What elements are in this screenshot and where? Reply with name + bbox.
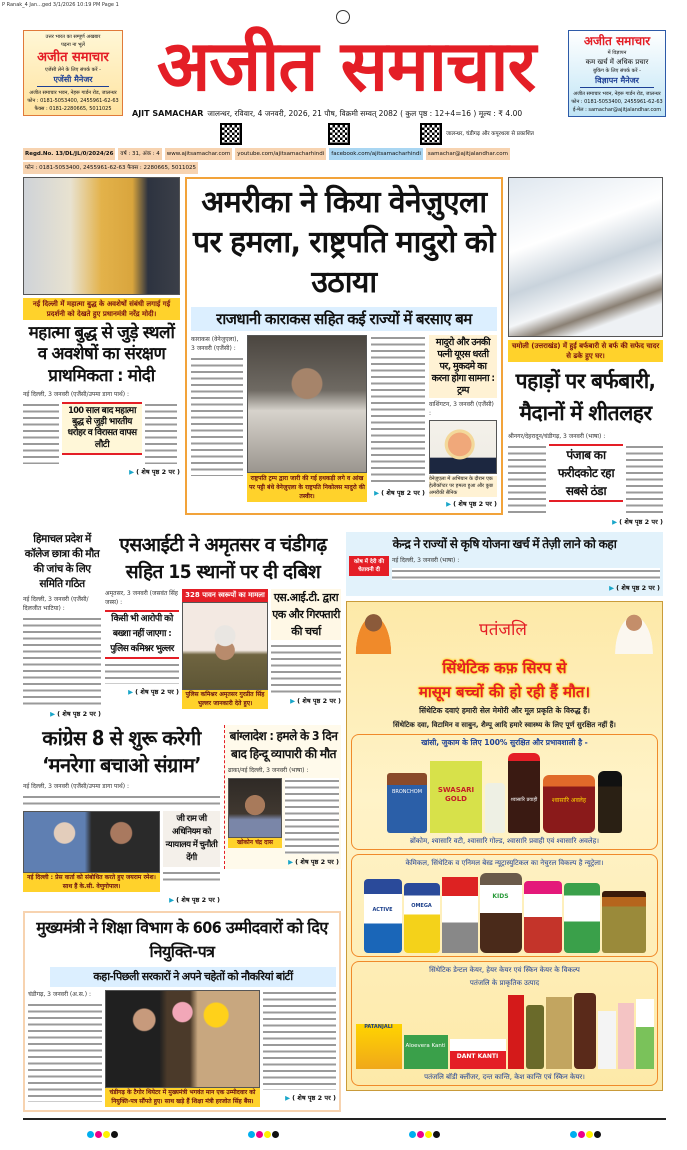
- side-caption: वेनेज़ुएला में अभियान के दौरान एक हेलीकॉप्टर पर हमला हुआ और कुछ अमरीकी सैनिक: [429, 476, 497, 497]
- story-body: [392, 556, 660, 580]
- story-dateline: अमृतसर, 3 जनवरी (जसवंत सिंह जस्स) :: [105, 590, 178, 606]
- ad-line: बुकिंग के लिए संपर्क करें -: [593, 68, 641, 74]
- inset-headline: किसी भी आरोपी को बख्शा नहीं जाएगा : पुलिस कमिश्नर भुल्लर: [105, 610, 179, 659]
- continued-link[interactable]: ▶ ( शेष पृष्ठ 2 पर ): [285, 1093, 336, 1103]
- ad-box-cough: [351, 734, 658, 850]
- appointment-letter-photo: [105, 990, 260, 1088]
- product-dropper: [598, 771, 622, 833]
- colour-swatch: [570, 1123, 602, 1142]
- headline-himachal: हिमाचल प्रदेश में कॉलेज छात्रा की मौत की जांच के लिए समिति गठित: [24, 533, 100, 590]
- lower-section: [23, 532, 666, 1112]
- product-box: [442, 877, 478, 953]
- ad-box-footer: ब्रोंकोम, श्वासारि वटी, श्वासारि गोल्ड, श्वासारि प्रवाही एवं श्वासारि अवलेह।: [409, 837, 600, 845]
- right-advertising-ad: [568, 30, 666, 117]
- agri-body: [349, 556, 660, 580]
- story-dateline: काराकस (वेनेजुएला), 3 जनवरी (एजैंसी) :: [191, 336, 239, 352]
- story-body: [371, 335, 425, 498]
- product-tube-red: [508, 995, 524, 1069]
- dateline: जालन्धर, रविवार, 4 जनवरी, 2026, 21 पौष, विक्रमी सम्वत् 2082 ( कुल पृष्ठ : 12+4=16 ) मूल्य : ₹ 4.00: [207, 109, 523, 118]
- inset-headline: पंजाब का फरीदकोट रहा सबसे ठंडा: [549, 444, 623, 502]
- photo-caption: राष्ट्रपति ट्रम्प द्वारा जारी की गई हथकड़ी लगे व आंख पर पट्टी बंधे वेनेज़ुएला के राष्ट्रपति निकोलस मादुरो की तस्वीर।: [247, 473, 367, 502]
- victim-photo: [228, 778, 282, 838]
- snowfall-photo: [508, 177, 663, 337]
- phone-fax: फोन : 0181-5053400, 2455961-62-63 फैक्स : 2280665, 5011025: [23, 162, 198, 174]
- trump-side-story: [429, 335, 497, 509]
- text-column: [105, 662, 179, 684]
- continued-link[interactable]: ▶ ( शेष पृष्ठ 2 पर ): [50, 709, 101, 719]
- product-row: [355, 871, 654, 953]
- photo-caption: नई दिल्ली : प्रेस वार्ता को संबोधित करते हुए जयराम रमेश। साथ हैं के.सी. वेणुगोपाल।: [23, 873, 160, 892]
- maduro-photo-block: [247, 335, 367, 502]
- sit-side-story: [271, 589, 341, 706]
- product-tube-green: [636, 999, 654, 1069]
- product-bottle-hair-oil: [526, 1005, 544, 1069]
- bangladesh-media: [228, 778, 339, 854]
- dateline-row: [132, 109, 564, 118]
- product-jar-pink: [524, 881, 562, 953]
- maduro-photo: [247, 335, 367, 473]
- published-from: जालन्धर, चंडीगढ़ और कपूरथला से प्रकाशित: [446, 131, 534, 137]
- product-swasari-pravahi: श्वासारि प्रवाही: [508, 753, 540, 833]
- ad-contact: अजीत समाचार भवन, नेहरू गार्डन रोड, जालन्धर: [573, 91, 661, 97]
- text-column: [392, 568, 660, 580]
- product-shampoo: [574, 993, 596, 1069]
- press-conference-photo: [23, 811, 160, 873]
- registration-number: Regd.No. 13/DL/JL/0/2024/26: [23, 148, 115, 160]
- product-bronchom: BRONCHOM: [387, 773, 427, 833]
- ad-text: सिंथेटिक दवाएं हमारी सेल मेमोरी और मूल प्रकृति के विरुद्ध हैं।: [419, 706, 590, 715]
- ad-top: [351, 606, 658, 654]
- ad-headline: मासूम बच्चों की हो रही हैं मौत।: [418, 683, 591, 701]
- snow-story: [508, 177, 663, 527]
- photo-caption: पुलिस कमिश्नर अमृतसर गुरप्रीत सिंह भुल्लर जानकारी देते हुए।: [182, 690, 268, 709]
- ad-name: अजीत समाचार: [583, 34, 651, 48]
- continued-link[interactable]: ▶ ( शेष पृष्ठ 2 पर ): [609, 583, 660, 593]
- story-dateline: नई दिल्ली, 3 जनवरी (एजैंसी/उपमा डागा पार्थ) :: [23, 783, 129, 790]
- facebook-link[interactable]: facebook.com/ajitsamacharhindi: [329, 148, 423, 160]
- registration-mark: [336, 10, 350, 24]
- headline-sit: एसआईटी ने अमृतसर व चंडीगढ़ सहित 15 स्थानों पर दी दबिश: [119, 534, 327, 583]
- ad-manager: विज्ञापन मैनेजर: [580, 75, 654, 88]
- product-aloevera-kanti: Aloevera Kanti: [404, 1035, 448, 1069]
- story-dateline: नई दिल्ली, 3 जनवरी (एजैंसी/दिलजीत भाटिया) :: [23, 596, 89, 612]
- headline-venezuela: अमरीका ने किया वेनेज़ुएला पर हमला, राष्ट्रपति मादुरो को उठाया: [192, 185, 496, 300]
- colour-swatch: [248, 1123, 280, 1142]
- website-link[interactable]: www.ajitsamachar.com: [165, 148, 232, 160]
- sit-columns: [105, 589, 341, 709]
- subhead-venezuela: राजधानी काराकस सहित कई राज्यों में बरसाए बम: [191, 307, 497, 331]
- congress-story: [23, 725, 220, 905]
- ad-name: अजीत समाचार: [37, 50, 109, 65]
- info-bar: [23, 148, 666, 174]
- ad-contact: अजीत समाचार भवन, नेहरू गार्डन रोड, जालन्धर: [29, 90, 117, 96]
- photo-label: 328 पावन स्वरूपों का मामला: [182, 589, 268, 602]
- text-column: [163, 870, 220, 884]
- headline-congress: कांग्रेस 8 से शुरू करेगी ‘मनरेगा बचाओ संग्राम’: [42, 726, 201, 777]
- acharya-balkrishna-photo: [610, 606, 658, 654]
- lead-story-columns: [191, 335, 497, 509]
- cm-photo-block: [105, 990, 260, 1107]
- text-column: [191, 356, 243, 476]
- product-row: [355, 751, 654, 833]
- continued-link[interactable]: ▶ ( शेष पृष्ठ 2 पर ): [374, 488, 425, 498]
- lower-right-area: [346, 532, 663, 1091]
- ad-box-nutrela: [351, 854, 658, 957]
- ad-box-title: सिंथेटिक डेन्टल केयर, हेयर केयर एवं स्किन केयर के विकल्प: [429, 966, 580, 974]
- story-body: [28, 990, 102, 1102]
- cm-story-box: [23, 911, 341, 1112]
- modi-exhibition-photo: [23, 177, 180, 295]
- product-swasari-avaleh: श्वासारि अवलेह: [543, 775, 595, 833]
- text-column: [28, 1002, 102, 1102]
- story-dateline: नई दिल्ली, 3 जनवरी (भाषा) :: [392, 557, 460, 564]
- product-soap: PATANJALI: [356, 1024, 402, 1069]
- ad-line: में विज्ञापन: [607, 50, 627, 56]
- headline-agri: केन्द्र ने राज्यों से कृषि योजना खर्च में तेज़ी लाने को कहा: [392, 537, 617, 551]
- congress-side: [163, 811, 220, 884]
- product-bottle: [485, 783, 505, 833]
- product-row: [355, 991, 654, 1069]
- product-tube-white: [598, 1011, 616, 1069]
- lead-story-box: [185, 177, 503, 515]
- story-body: [105, 589, 179, 697]
- himachal-story: [23, 532, 101, 719]
- ad-line: एजेंसी लेने के लिए संपर्क करें -: [45, 67, 101, 73]
- top-row: [23, 177, 666, 527]
- masthead-title: अजीत समाचार: [156, 25, 536, 107]
- photo-caption: नई दिल्ली में महात्मा बुद्ध के अवशेषों संबंधी लगाई गई प्रदर्शनी को देखते हुए प्रधानमंत्री नरेंद्र मोदी।: [23, 298, 180, 320]
- product-dant-kanti: DANT KANTI: [450, 1039, 506, 1069]
- bangladesh-story-box: [224, 725, 341, 869]
- continued-link[interactable]: ▶ ( शेष पृष्ठ 2 पर ): [446, 499, 497, 509]
- ad-line: कम खर्च में अधिक प्रचार: [585, 58, 649, 66]
- ad-box-title: पतंजलि के प्राकृतिक उत्पाद: [469, 979, 540, 987]
- continued-link[interactable]: ▶ ( शेष पृष्ठ 2 पर ): [290, 696, 341, 706]
- story-dateline: वाशिंगटन, 3 जनवरी (एजैंसी) :: [429, 401, 494, 418]
- story-body: [191, 335, 243, 476]
- continued-link[interactable]: ▶ ( शेष पृष्ठ 2 पर ): [129, 467, 180, 477]
- headline-cm: मुख्यमंत्री ने शिक्षा विभाग के 606 उम्मीदवारों को दिए नियुक्ति-पत्र: [36, 918, 328, 961]
- product-jar-green: [564, 883, 600, 953]
- subhead-cm: कहा-पिछली सरकारों ने अपने चहेतों को नौकरियां बांटीं: [50, 967, 336, 987]
- text-column: [626, 444, 663, 514]
- colour-swatch: [87, 1123, 119, 1142]
- ad-line: उत्तर भारत का सम्पूर्ण अखबार: [45, 34, 101, 40]
- colour-swatch: [409, 1123, 441, 1142]
- product-nutrela-omega: OMEGA: [404, 883, 440, 953]
- story-body: [263, 990, 336, 1103]
- swami-ramdev-photo: [351, 606, 396, 654]
- continued-link[interactable]: ▶ ( शेष पृष्ठ 2 पर ): [288, 857, 339, 867]
- product-box-kesh-kanti: [546, 997, 572, 1069]
- police-commissioner-photo: [182, 602, 268, 690]
- product-tube-pink: [618, 1003, 634, 1069]
- text-column: [145, 402, 177, 464]
- ad-contact: फैक्स : 0181-2280665, 5011025: [34, 106, 112, 112]
- text-column: [271, 643, 341, 693]
- story-body: [508, 444, 663, 514]
- victim-photo-block: [228, 778, 282, 848]
- sit-photo-block: [182, 589, 268, 709]
- photo-caption: खोकोन चंद्र दास: [228, 838, 282, 848]
- story-body: [23, 402, 180, 464]
- story-dateline: ढाका/नई दिल्ली, 3 जनवरी (भाषा) :: [228, 767, 309, 774]
- text-column: [23, 402, 59, 464]
- headline-snowfall: पहाड़ों पर बर्फबारी, मैदानों में शीतलहर: [515, 369, 656, 425]
- trump-photo: [429, 420, 497, 474]
- continued-link[interactable]: ▶ ( शेष पृष्ठ 2 पर ): [612, 517, 663, 527]
- ad-box-title: केमिकल, सिंथेटिक व एनिमल बेस्ड न्यूट्रास्युटिकल का नेचुरल विकल्प है न्यूट्रेला।: [405, 859, 604, 867]
- text-column: [263, 990, 336, 1090]
- patanjali-ad[interactable]: [346, 601, 663, 1091]
- photo-caption: चंडीगढ़ के टैगोर थियेटर में मुख्यमंत्री भगवंत मान एक उम्मीदवार को नियुक्ति-पत्र सौंपते हुए। साथ खड़े हैं शिक्षा मंत्री हरजोत सिंह बैंस।: [105, 1088, 260, 1107]
- ad-manager: एजेंसी मैनेजर: [37, 74, 109, 87]
- sit-story: [105, 532, 341, 709]
- volume-issue: वर्ष : 31, अंक : 4: [118, 148, 161, 160]
- continued-link[interactable]: ▶ ( शेष पृष्ठ 2 पर ): [128, 687, 179, 697]
- row-two: [23, 532, 341, 719]
- text-column: [23, 794, 220, 808]
- text-column: [508, 444, 546, 514]
- photo-caption: चमोली (उत्तराखंड) में हुई बर्फबारी से बर्फ की सफेद चादर से ढके हुए घर।: [508, 340, 663, 362]
- left-agency-ad: [23, 30, 123, 116]
- story-dateline: श्रीनगर/देहरादून/चंडीगढ़, 3 जनवरी (भाषा) :: [508, 433, 606, 440]
- qr-code-website[interactable]: [220, 123, 242, 145]
- text-column: [371, 335, 425, 485]
- modi-story: [23, 177, 180, 477]
- inset-headline: जी राम जी अधिनियम को न्यायालय में चुनौती देंगी: [163, 811, 220, 867]
- headline-modi: महात्मा बुद्ध से जुड़े स्थलों व अवशेषों का संरक्षण प्राथमिकता : मोदी: [28, 323, 175, 386]
- continued-link[interactable]: ▶ ( शेष पृष्ठ 2 पर ): [169, 895, 220, 905]
- product-swasari-gold: SWASARI GOLD: [430, 761, 482, 833]
- row-three: [23, 725, 341, 905]
- ad-contact: ई-मेल : samachar@ajitjalandhar.com: [572, 107, 662, 113]
- header: [0, 0, 687, 146]
- lower-left-area: [23, 532, 341, 1112]
- english-name: AJIT SAMACHAR: [132, 109, 204, 118]
- ad-headline: सिंथेटिक कफ़ सिरप से: [442, 659, 567, 677]
- text-column: [285, 778, 339, 854]
- text-column: [23, 616, 101, 706]
- product-nutrela-kids: KIDS: [480, 873, 522, 953]
- agri-label: कोष में देरी की चेतावनी दी: [349, 556, 389, 576]
- headline-bangladesh: बांग्लादेश : हमले के 3 दिन बाद हिन्दू व्यापारी की मौत: [229, 729, 338, 761]
- ad-box-title: खांसी, जुकाम के लिए 100% सुरक्षित और प्रभावशाली है -: [421, 738, 588, 747]
- side-headline-sit: एस.आई.टी. द्वारा एक और गिरफ्तारी की चर्चा: [272, 591, 340, 638]
- cm-columns: [28, 990, 336, 1107]
- story-dateline: नई दिल्ली, 3 जनवरी (एजैंसी/उपमा डागा पार्थ) :: [23, 390, 129, 398]
- youtube-link[interactable]: youtube.com/ajitsamacharhindi: [235, 148, 326, 160]
- ad-contact: फोन : 0181-5053400, 2455961-62-63: [27, 98, 119, 104]
- story-dateline: चंडीगढ़, 3 जनवरी (अ.स.) :: [28, 991, 91, 998]
- inset-headline: 100 साल बाद महात्मा बुद्ध से जुड़ी भारतीय धरोहर व विरासत वापस लौटी: [62, 402, 142, 455]
- print-slug: P Ranak_4 Jan...ged 3/1/2026 10:19 PM Page 1: [2, 2, 119, 8]
- patanjali-logo: पतंजलि: [479, 620, 527, 640]
- ad-box-footer: पतंजलि बॉडी क्लींजर, दन्त कान्ति, केश कान्ति एवं स्किन केयर।: [424, 1073, 585, 1081]
- ad-text: सिंथेटिक दवा, विटामिन व साबुन, शैम्पू आदि हमारे स्वास्थ्य के लिए पूर्ण सुरक्षित नहीं हैं।: [393, 721, 616, 729]
- congress-photo-block: [23, 811, 160, 892]
- print-colour-bar: [23, 1118, 666, 1142]
- ad-contact: फोन : 0181-5053400, 2455961-62-63: [571, 99, 663, 105]
- congress-media: [23, 811, 220, 892]
- side-headline-trump: मादुरो और उनकी पत्नी यूएस धरती पर, मुकदमे का करना होगा सामना : ट्रम्प: [429, 335, 497, 398]
- agri-story-box: [346, 532, 663, 596]
- qr-code-facebook[interactable]: [420, 123, 442, 145]
- ad-line: पढ़ना ना भूलें: [61, 42, 85, 48]
- qr-code-youtube[interactable]: [328, 123, 350, 145]
- email-link[interactable]: samachar@ajitjalandhar.com: [426, 148, 510, 160]
- ad-box-personal-care: [351, 961, 658, 1086]
- product-jar-honey: [602, 891, 646, 953]
- product-nutrela-active: ACTIVE: [364, 879, 402, 953]
